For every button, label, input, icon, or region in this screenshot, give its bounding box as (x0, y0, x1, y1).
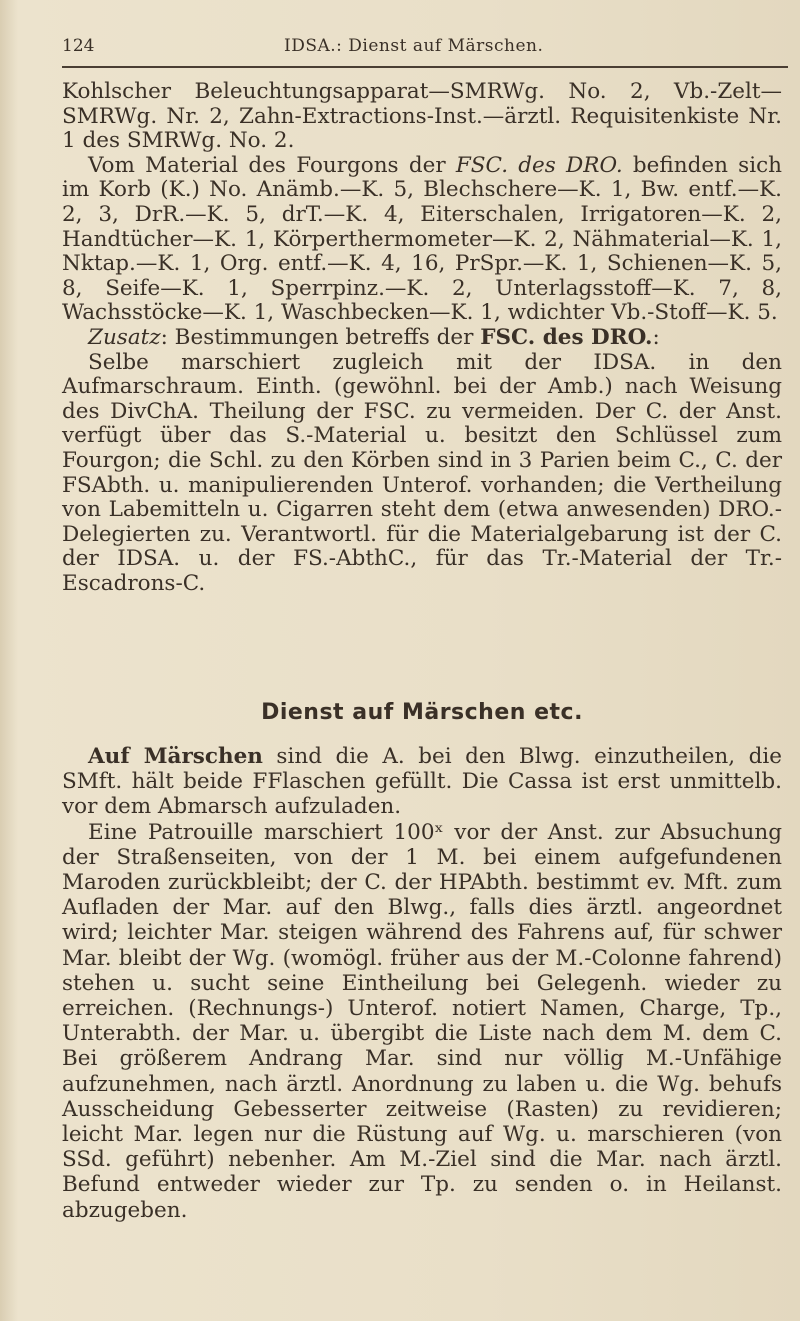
zusatz-text: : Bestimmungen betreffs der (160, 324, 481, 350)
paragraph-fourgon-material (62, 154, 782, 326)
marching-section (62, 744, 782, 1223)
marching-lead: Auf Märschen (88, 744, 263, 769)
page-header (62, 36, 782, 66)
material-section (62, 80, 782, 596)
fourgon-items: befinden sich im Korb (K.) No. Anämb.—K. 5, Blechschere—K. 1, Bw. entf.—K. 2, 3, DrR.—K. 5, drT.—K. 4, Eiterschalen, Irrigatoren—K. 2, Handtücher—K. 1, Körperthermometer—K. 2, Nähmaterial—K. 1, Nktap.—K. 1, Org. entf.—K. 4, 16, PrSpr.—K. 1, Schienen—K. 5, 8, Seife—K. 1, Sperrpinz.—K. 2, Unterlagsstoff—K. 7, 8, Wachsstöcke—K. 1, Waschbecken—K. 1, wdichter Vb.-Stoff—K. 5. (62, 152, 782, 326)
paragraph-marching (62, 744, 782, 820)
paragraph-zusatz (62, 326, 782, 351)
page-number: 124 (62, 36, 95, 56)
marching-text: sind die A. bei den Blwg. einzutheilen, die SMft. hält beide FFlaschen gefüllt. Die Cassa ist erst unmittelb. vor dem Abmarsch aufzuladen. (62, 744, 782, 820)
zusatz-unit: FSC. des DRO. (480, 324, 653, 350)
zusatz-colon: : (652, 324, 660, 350)
header-rule (62, 66, 788, 68)
zusatz-label: Zusatz (88, 324, 161, 350)
running-title: IDSA.: Dienst auf Märschen. (284, 36, 544, 56)
paragraph-fsc-rules: Selbe marschiert zugleich mit der IDSA. in den Aufmarschraum. Einth. (gewöhnl. bei der Amb.) nach Weisung des DivChA. Theilung der FSC. zu vermeiden. Der C. der Anst. verfügt über das S.-Material u. besitzt den Schlüssel zum Fourgon; die Schl. zu den Körben sind in 3 Parien beim C., C. der FSAbth. u. manipulierenden Unterof. vorhanden; die Vertheilung von Labemitteln u. Cigarren steht dem (etwa anwesenden) DRO.-Delegierten zu. Verantwortl. für die Materialgebarung ist der C. der IDSA. u. der FS.-AbthC., für das Tr.-Material der Tr.-Escadrons-C. (62, 349, 782, 596)
section-heading: Dienst auf Märschen etc. (261, 700, 583, 725)
fourgon-intro: Vom Material des Fourgons der (88, 152, 456, 178)
fourgon-unit: FSC. des DRO. (455, 152, 623, 178)
paragraph-equipment-list: Kohlscher Beleuchtungsapparat—SMRWg. No. 2, Vb.-Zelt—SMRWg. Nr. 2, Zahn-Extractions-Inst.—ärztl. Requisitenkiste Nr. 1 des SMRWg. No. 2. (62, 79, 782, 154)
paragraph-patrol: Eine Patrouille marschiert 100ˣ vor der Anst. zur Absuchung der Straßenseiten, von der 1 M. bei einem aufgefundenen Maroden zurückbleibt; der C. der HPAbth. bestimmt ev. Mft. zum Aufladen der Mar. auf den Blwg., falls dies ärztl. angeordnet wird; leichter Mar. steigen während des Fahrens auf, für schwer Mar. bleibt der Wg. (womögl. früher aus der M.-Colonne fahrend) stehen u. sucht seine Eintheilung bei Gelegenh. wieder zu erreichen. (Rechnungs-) Unterof. notiert Namen, Charge, Tp., Unterabth. der Mar. u. übergibt die Liste nach dem M. dem C. Bei größerem Andrang Mar. sind nur völlig M.-Unfähige aufzunehmen, nach ärztl. Anordnung zu laben u. die Wg. behufs Ausscheidung Gebesserter zeitweise (Rasten) zu revidieren; leicht Mar. legen nur die Rüstung auf Wg. u. marschieren (von SSd. geführt) nebenher. Am M.-Ziel sind die Mar. nach ärztl. Befund entweder wieder zur Tp. zu senden o. in Heilanst. abzugeben. (62, 819, 782, 1223)
